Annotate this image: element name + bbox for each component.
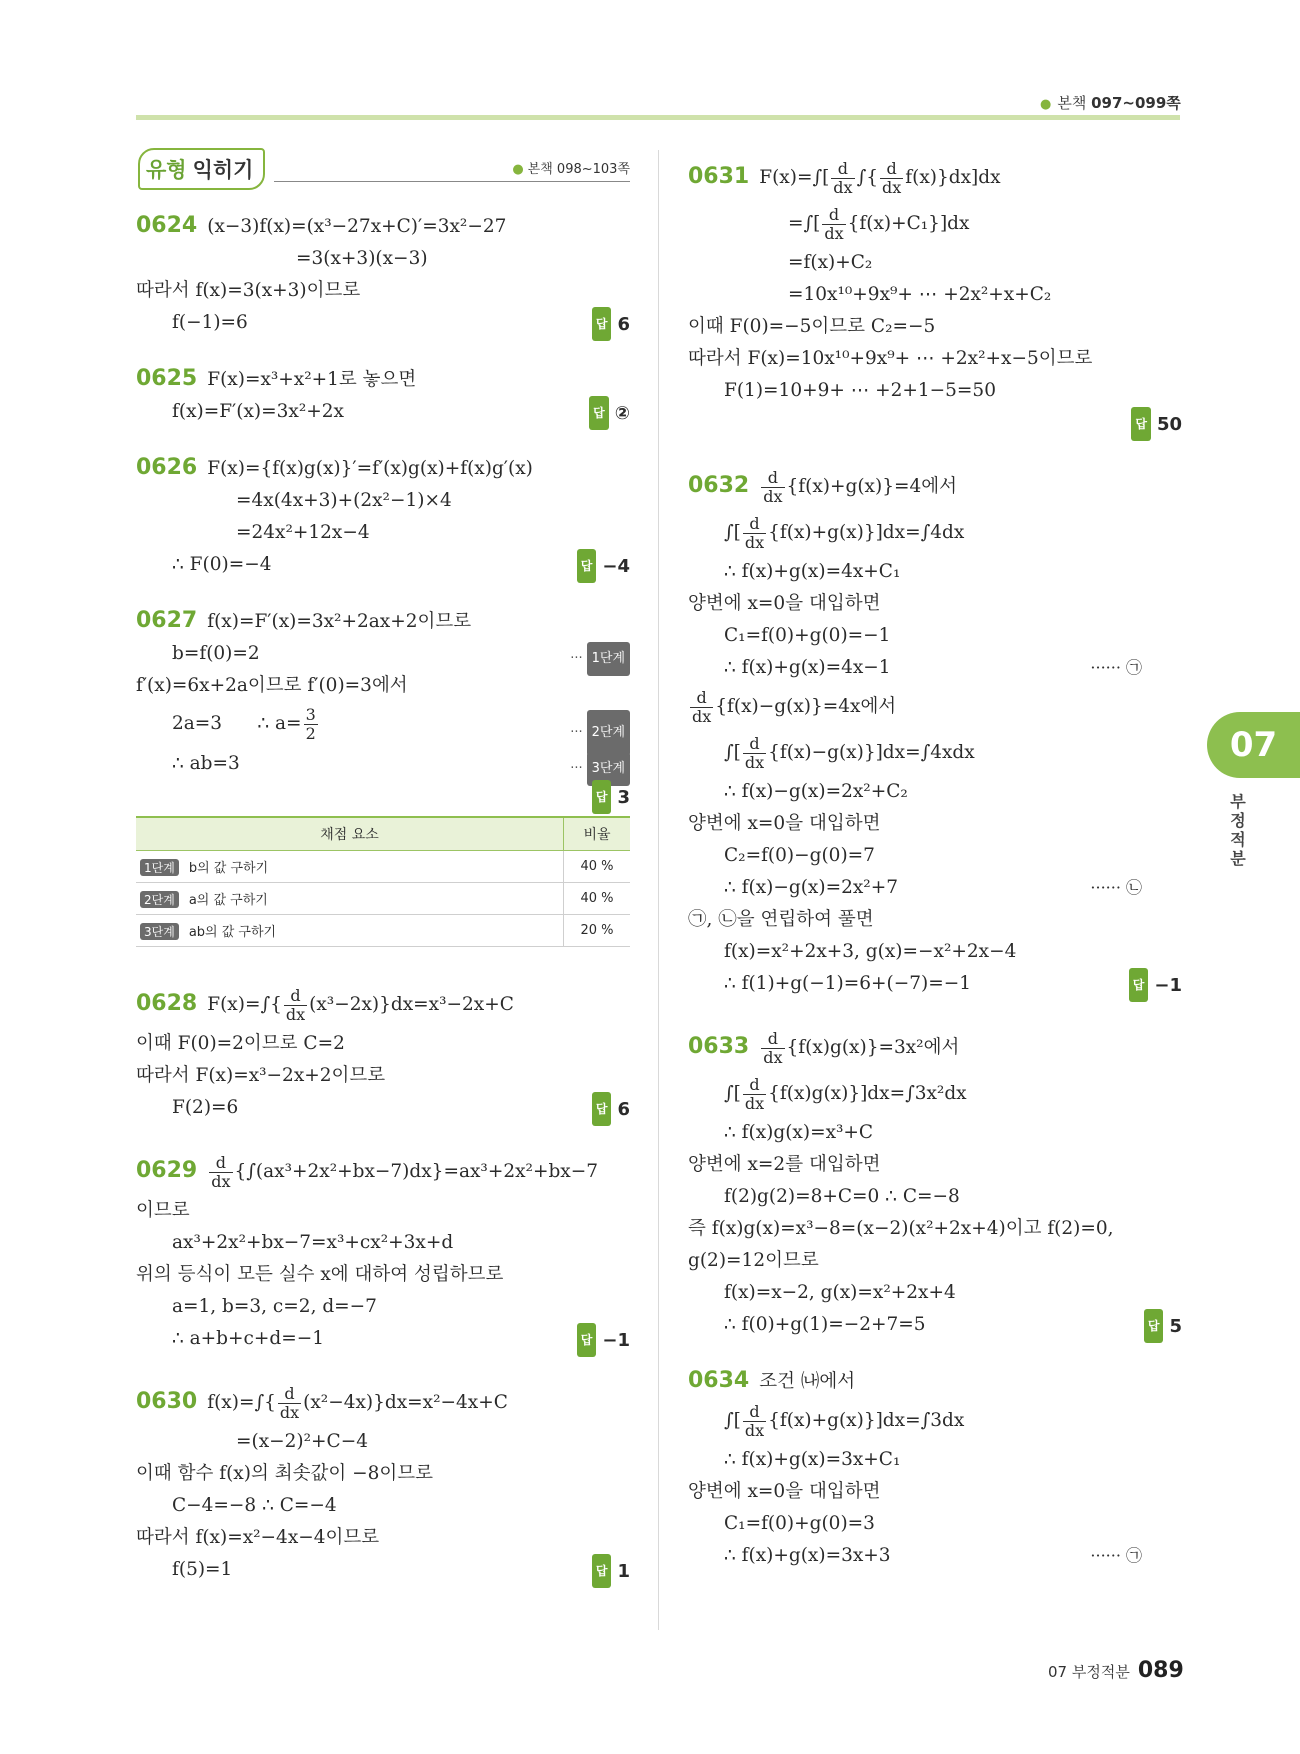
text-line: 따라서 f(x)=3(x+3)이므로 [136,280,361,301]
problem-number: 0624 [136,213,198,238]
text-line: 양변에 x=0을 대입하면 [688,1481,881,1502]
answer: 답 5 [1144,1309,1182,1343]
math-line: ∫[ $\frac{d}{dx}$ {f(x)−g(x)}]dx=∫4xdx [724,733,975,772]
math-line: $\frac{d}{dx}$ {f(x)+g(x)}=4에서 [763,467,957,506]
problem-0626 [136,452,630,581]
math-line: =∫[ $\frac{d}{dx}$ {f(x)+C₁}]dx [788,204,970,243]
answer-line [136,780,630,812]
answer: 답 50 [1131,407,1182,441]
table-row: 1단계 b의 값 구하기 40 % [136,851,630,883]
math-line: f(x)=x²+2x+3, g(x)=−x²+2x−4 [724,941,1017,962]
math-line: $\frac{d}{dx}$ {f(x)g(x)}=3x²에서 [763,1028,960,1067]
header-page-ref: ● 본책 097~099쪽 [1040,94,1181,112]
text-line: 양변에 x=2를 대입하면 [688,1154,881,1175]
math-line: ∴ a+b+c+d=−1 답 −1 [136,1323,630,1355]
math-line: (x−3)f(x)=(x³−27x+C)′=3x²−27 [207,216,507,237]
math-line: ∴ F(0)=−4 답 −4 [136,549,630,581]
section-title: 유형 익히기 [138,148,265,190]
table-header: 비율 [564,817,631,851]
math-line: ∴ f(x)+g(x)=4x+C₁ [724,561,901,582]
page-footer [1048,1658,1184,1683]
math-line: =10x¹⁰+9x⁹+ ⋯ +2x²+x+C₂ [788,284,1052,305]
text-line: 양변에 x=0을 대입하면 [688,593,881,614]
math-line: f(5)=1 답 1 [136,1554,630,1586]
math-line: f(x)=∫{ $\frac{d}{dx}$ (x²−4x)}dx=x²−4x+C [207,1383,508,1422]
math-line: ∴ f(x)−g(x)=2x²+7 ······ ㉡ [688,872,1182,904]
math-line: F(x)=x³+x²+1로 놓으면 [207,369,417,390]
problem-0628 [136,981,630,1124]
math-line: C₂=f(0)−g(0)=7 [724,845,875,866]
answer: 답 −1 [577,1323,630,1357]
math-line: =24x²+12x−4 [236,522,370,543]
equation-marker: ······ ㉡ [1090,878,1142,897]
text-line: 따라서 F(x)=x³−2x+2이므로 [136,1065,386,1086]
step-marker: ··· 3단계 [570,752,630,786]
column-divider [658,150,659,1630]
math-line: 2a=3 ∴ a= $\frac{3}{2}$ ··· 2단계 [136,702,630,746]
math-line: b=f(0)=2 ··· 1단계 [136,638,630,670]
math-line: f(−1)=6 답 6 [136,307,630,339]
problem-number: 0631 [688,164,750,189]
math-line: ∴ f(x)+g(x)=3x+C₁ [724,1449,901,1470]
math-line: ax³+2x²+bx−7=x³+cx²+3x+d [172,1232,454,1253]
answer: 답 −1 [1129,968,1182,1002]
text-line: 따라서 F(x)=10x¹⁰+9x⁹+ ⋯ +2x²+x−5이므로 [688,348,1093,369]
problem-0627 [136,605,630,947]
problem-0625 [136,363,630,428]
math-line: f(x)=x−2, g(x)=x²+2x+4 [724,1282,956,1303]
answer: 답 ② [589,396,630,430]
problem-number: 0633 [688,1034,750,1059]
math-line: F(x)=∫{ $\frac{d}{dx}$ (x³−2x)}dx=x³−2x+C [207,985,514,1024]
text-line: ㉠, ㉡을 연립하여 풀면 [688,909,874,930]
text-line: g(2)=12이므로 [688,1250,819,1271]
problem-number: 0626 [136,455,198,480]
math-line: F(x)={f(x)g(x)}′=f′(x)g(x)+f(x)g′(x) [207,458,533,479]
math-line: f(2)g(2)=8+C=0 ∴ C=−8 [724,1186,960,1207]
table-row: 2단계 a의 값 구하기 40 % [136,883,630,915]
problem-0633 [688,1024,1182,1341]
chapter-side-label: 부정적분 [1230,792,1246,868]
section-ref: ● 본책 098~103쪽 [512,162,630,177]
math-line: ∴ f(x)+g(x)=3x+3 ······ ㉠ [688,1540,1182,1572]
equation-marker: ······ ㉠ [1090,1546,1142,1565]
section-header [136,140,630,192]
left-column [136,140,630,1640]
problem-number: 0632 [688,473,750,498]
problem-number: 0630 [136,1389,198,1414]
math-line: ∫[ $\frac{d}{dx}$ {f(x)+g(x)}]dx=∫4dx [724,513,965,552]
math-line: =f(x)+C₂ [788,252,873,273]
math-line: $\frac{d}{dx}$ {f(x)−g(x)}=4x에서 [692,687,897,726]
math-line: ∴ f(1)+g(−1)=6+(−7)=−1 답 −1 [688,968,1182,1000]
problem-number: 0625 [136,366,198,391]
problem-0630 [136,1379,630,1586]
problem-0632 [688,463,1182,1000]
text-line: 이때 F(0)=2이므로 C=2 [136,1033,345,1054]
answer: 답 3 [592,780,630,814]
text-line: 즉 f(x)g(x)=x³−8=(x−2)(x²+2x+4)이고 f(2)=0, [688,1218,1114,1239]
text-line: 이므로 [136,1200,190,1221]
math-line: ∴ f(x)−g(x)=2x²+C₂ [724,781,908,802]
math-line: a=1, b=3, c=2, d=−7 [172,1296,377,1317]
math-line: =4x(4x+3)+(2x²−1)×4 [236,490,452,511]
table-header: 채점 요소 [136,817,564,851]
math-line: ∴ f(x)g(x)=x³+C [724,1122,874,1143]
math-line: ∫[ $\frac{d}{dx}$ {f(x)+g(x)}]dx=∫3dx [724,1401,965,1440]
math-line: F(x)=∫[ $\frac{d}{dx}$ ∫{ $\frac{d}{dx}$ f(x)}dx]dx [759,158,1001,197]
math-line: f′(x)=6x+2a이므로 f′(0)=3에서 [136,675,408,696]
math-line: F(1)=10+9+ ⋯ +2+1−5=50 [724,380,996,401]
math-line: F(2)=6 답 6 [136,1092,630,1124]
math-line: ∴ f(0)+g(1)=−2+7=5 답 5 [688,1309,1182,1341]
math-line: C−4=−8 ∴ C=−4 [172,1495,337,1516]
footer-chapter: 07 부정적분 [1048,1663,1130,1681]
math-line: =3(x+3)(x−3) [296,248,428,269]
problem-number: 0627 [136,608,198,633]
text-line: 양변에 x=0을 대입하면 [688,813,881,834]
page-number: 089 [1137,1658,1184,1683]
math-line: $\frac{d}{dx}$ {∫(ax³+2x²+bx−7)dx}=ax³+2x²+bx−7 [211,1152,598,1191]
answer: 답 1 [592,1554,630,1588]
step-marker: ··· 1단계 [570,642,630,676]
right-column [688,140,1182,1640]
chapter-tab: 07 [1207,712,1300,778]
math-line: ∴ f(x)+g(x)=4x−1 ······ ㉠ [688,652,1182,684]
math-line: ∫[ $\frac{d}{dx}$ {f(x)g(x)}]dx=∫3x²dx [724,1074,967,1113]
math-line: ∴ ab=3 ··· 3단계 [136,748,630,780]
text-line: 따라서 f(x)=x²−4x−4이므로 [136,1527,380,1548]
math-line: f(x)=F′(x)=3x²+2ax+2이므로 [207,611,472,632]
math-line: f(x)=F′(x)=3x²+2x 답 ② [136,396,630,428]
problem-0631 [688,154,1182,439]
problem-0624 [136,210,630,339]
table-row: 3단계 ab의 값 구하기 20 % [136,915,630,947]
equation-marker: ······ ㉠ [1090,658,1142,677]
math-line: C₁=f(0)+g(0)=3 [724,1513,875,1534]
scoring-table [136,816,630,947]
text-line: 이때 함수 f(x)의 최솟값이 −8이므로 [136,1463,433,1484]
problem-number: 0628 [136,991,198,1016]
answer: 답 −4 [577,549,630,583]
text-line: 이때 F(0)=−5이므로 C₂=−5 [688,316,936,337]
math-line: C₁=f(0)+g(0)=−1 [724,625,891,646]
answer-line [688,407,1182,439]
problem-number: 0634 [688,1368,750,1393]
problem-0634 [688,1365,1182,1572]
math-line: =(x−2)²+C−4 [236,1431,368,1452]
text-line: 조건 ㈏에서 [759,1371,856,1392]
step-marker: ··· 2단계 [570,710,630,756]
fraction: $\frac{3}{2}$ [305,704,316,743]
answer: 답 6 [592,307,630,341]
section-rule [274,181,630,182]
text-line: 위의 등식이 모든 실수 x에 대하여 성립하므로 [136,1264,504,1285]
problem-number: 0629 [136,1158,198,1183]
problem-0629 [136,1148,630,1355]
header-rule [136,115,1180,120]
answer: 답 6 [592,1092,630,1126]
